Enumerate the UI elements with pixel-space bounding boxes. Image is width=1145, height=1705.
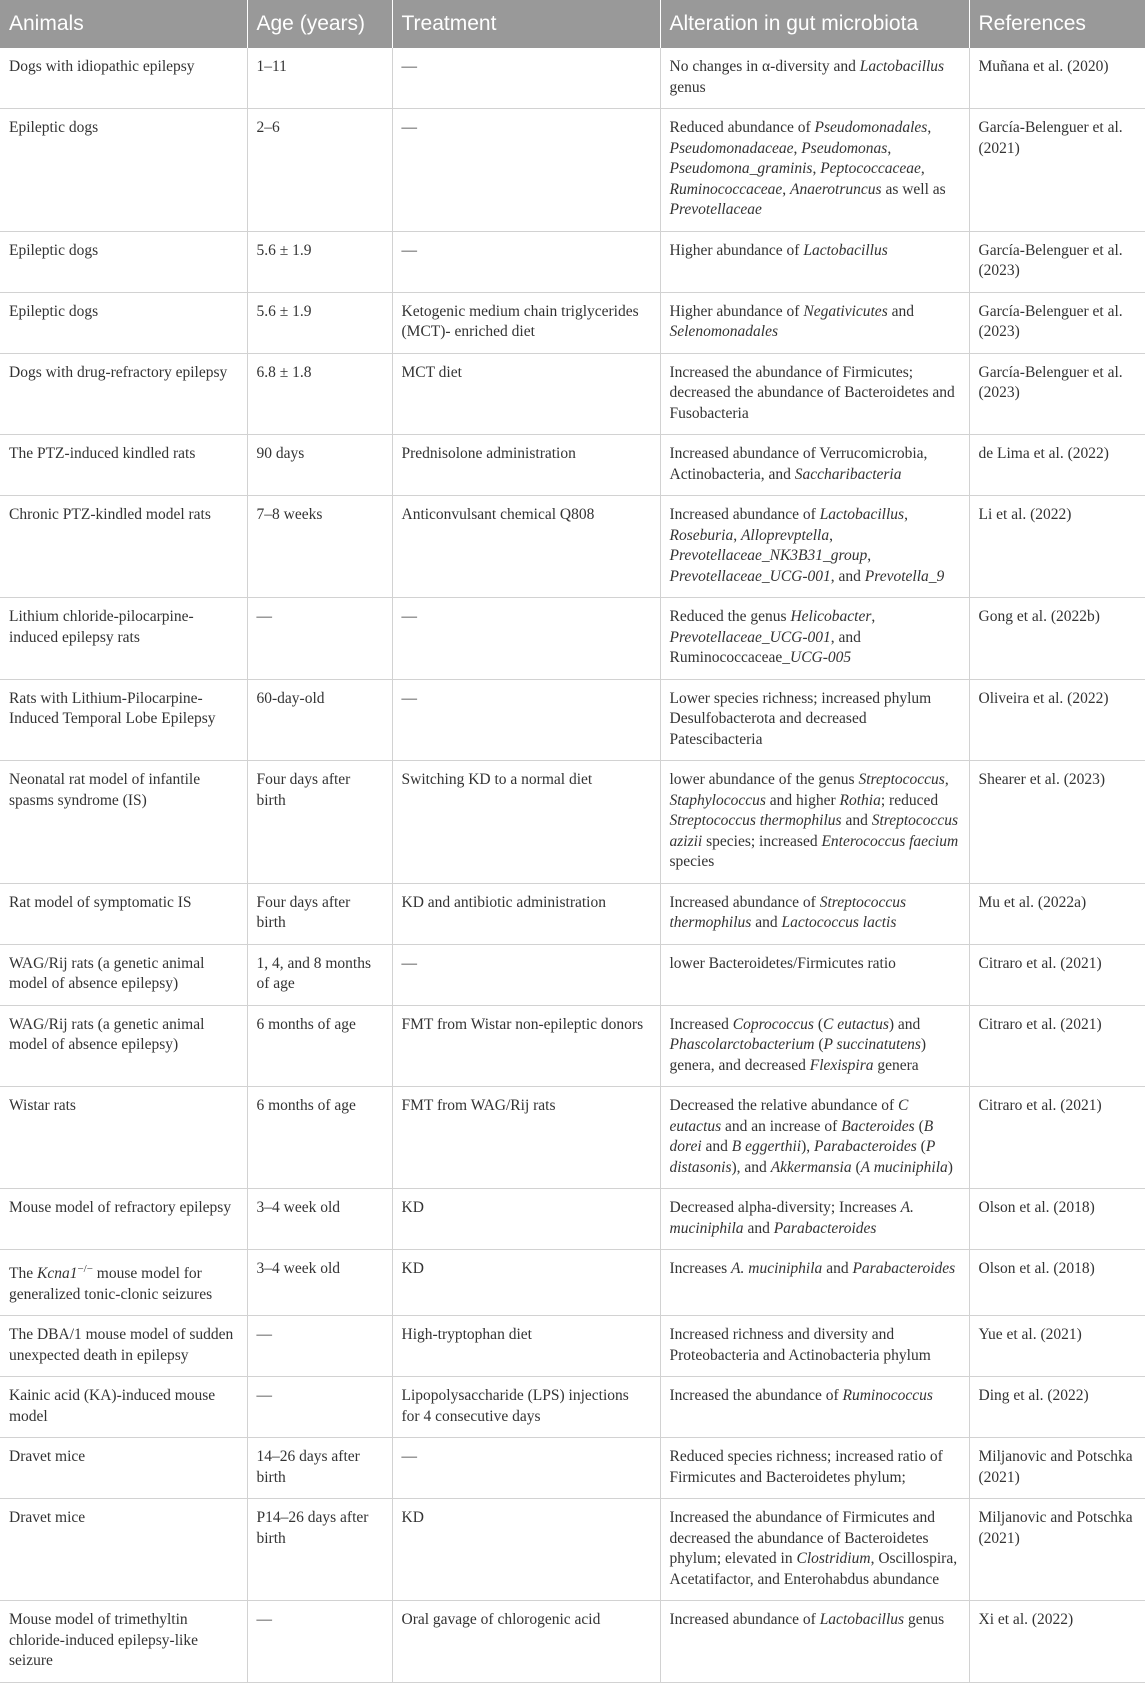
cell-reference: Gong et al. (2022b) [969,598,1145,680]
cell-animal: Rat model of symptomatic IS [0,883,247,944]
table-row [0,292,1145,353]
header-animals: Animals [0,0,247,48]
table-row [0,1250,1145,1316]
cell-alteration: Reduced species richness; increased ratio of Firmicutes and Bacteroidetes phylum; [660,1438,969,1499]
table-row [0,1087,1145,1189]
cell-treatment: Switching KD to a normal diet [392,761,660,884]
cell-treatment: KD [392,1189,660,1250]
cell-reference: Citraro et al. (2021) [969,1005,1145,1087]
table-row [0,1438,1145,1499]
cell-treatment: Lipopolysaccharide (LPS) injections for 4 consecutive days [392,1377,660,1438]
cell-reference: Miljanovic and Potschka (2021) [969,1438,1145,1499]
cell-treatment: FMT from Wistar non-epileptic donors [392,1005,660,1087]
cell-animal: Epileptic dogs [0,231,247,292]
cell-age: 14–26 days after birth [247,1438,392,1499]
cell-animal: Neonatal rat model of infantile spasms syndrome (IS) [0,761,247,884]
cell-age: 1, 4, and 8 months of age [247,944,392,1005]
cell-reference: Li et al. (2022) [969,496,1145,598]
cell-age: Four days after birth [247,761,392,884]
cell-alteration: Reduced abundance of Pseudomonadales, Pseudomonadaceae, Pseudomonas, Pseudomona_graminis, Peptococcaceae, Ruminococcaceae, Anaerotruncus as well as Prevotellaceae [660,109,969,232]
cell-treatment: KD [392,1499,660,1601]
cell-reference: Yue et al. (2021) [969,1316,1145,1377]
cell-age: — [247,598,392,680]
table-row [0,353,1145,435]
header-treatment: Treatment [392,0,660,48]
cell-treatment: — [392,679,660,761]
cell-alteration: Increases A. muciniphila and Parabacteroides [660,1250,969,1316]
cell-treatment: — [392,944,660,1005]
cell-age: 5.6 ± 1.9 [247,231,392,292]
cell-age: 2–6 [247,109,392,232]
cell-animal: Mouse model of refractory epilepsy [0,1189,247,1250]
cell-alteration: Increased Coprococcus (C eutactus) and Phascolarctobacterium (P succinatutens) genera, and decreased Flexispira genera [660,1005,969,1087]
cell-age: 60-day-old [247,679,392,761]
cell-age: 6.8 ± 1.8 [247,353,392,435]
cell-animal: Dogs with idiopathic epilepsy [0,48,247,109]
cell-age: 6 months of age [247,1005,392,1087]
cell-reference: García-Belenguer et al. (2023) [969,353,1145,435]
cell-alteration: Lower species richness; increased phylum Desulfobacterota and decreased Patescibacteria [660,679,969,761]
table-row [0,496,1145,598]
header-references: References [969,0,1145,48]
table-row [0,944,1145,1005]
cell-reference: Oliveira et al. (2022) [969,679,1145,761]
cell-animal: The PTZ-induced kindled rats [0,435,247,496]
cell-reference: García-Belenguer et al. (2021) [969,109,1145,232]
table-row [0,761,1145,884]
table-header [0,0,1145,48]
cell-reference: Citraro et al. (2021) [969,1087,1145,1189]
cell-age: — [247,1377,392,1438]
cell-reference: de Lima et al. (2022) [969,435,1145,496]
header-alteration: Alteration in gut microbiota [660,0,969,48]
table-row [0,1189,1145,1250]
table-row [0,679,1145,761]
cell-animal: Dogs with drug-refractory epilepsy [0,353,247,435]
cell-age: 90 days [247,435,392,496]
cell-alteration: Increased the abundance of Firmicutes; decreased the abundance of Bacteroidetes and Fusobacteria [660,353,969,435]
cell-treatment: KD [392,1250,660,1316]
cell-reference: Ding et al. (2022) [969,1377,1145,1438]
table-row [0,883,1145,944]
cell-alteration: Increased richness and diversity and Proteobacteria and Actinobacteria phylum [660,1316,969,1377]
table-row [0,231,1145,292]
cell-alteration: Increased abundance of Lactobacillus, Roseburia, Alloprevptella, Prevotellaceae_NK3B31_group, Prevotellaceae_UCG-001, and Prevotella_9 [660,496,969,598]
cell-treatment: MCT diet [392,353,660,435]
cell-reference: Miljanovic and Potschka (2021) [969,1499,1145,1601]
cell-treatment: KD and antibiotic administration [392,883,660,944]
header-row [0,0,1145,48]
cell-age: 5.6 ± 1.9 [247,292,392,353]
cell-animal: Chronic PTZ-kindled model rats [0,496,247,598]
cell-treatment: FMT from WAG/Rij rats [392,1087,660,1189]
cell-treatment: — [392,231,660,292]
cell-alteration: Increased the abundance of Firmicutes and decreased the abundance of Bacteroidetes phylum; elevated in Clostridium, Oscillospira, Acetatifactor, and Enterohabdus abundance [660,1499,969,1601]
cell-alteration: lower Bacteroidetes/Firmicutes ratio [660,944,969,1005]
cell-treatment: Anticonvulsant chemical Q808 [392,496,660,598]
cell-age: Four days after birth [247,883,392,944]
cell-animal: Dravet mice [0,1438,247,1499]
cell-reference: Citraro et al. (2021) [969,944,1145,1005]
cell-age: 3–4 week old [247,1250,392,1316]
cell-alteration: Higher abundance of Lactobacillus [660,231,969,292]
cell-alteration: Decreased alpha-diversity; Increases A. muciniphila and Parabacteroides [660,1189,969,1250]
cell-age: 1–11 [247,48,392,109]
cell-animal: WAG/Rij rats (a genetic animal model of absence epilepsy) [0,944,247,1005]
cell-alteration: Reduced the genus Helicobacter, Prevotellaceae_UCG-001, and Ruminococcaceae_UCG-005 [660,598,969,680]
cell-age: 6 months of age [247,1087,392,1189]
cell-animal: Rats with Lithium-Pilocarpine-Induced Temporal Lobe Epilepsy [0,679,247,761]
cell-age: P14–26 days after birth [247,1499,392,1601]
cell-treatment: — [392,48,660,109]
cell-age: — [247,1316,392,1377]
cell-treatment: — [392,109,660,232]
cell-alteration: Increased abundance of Verrucomicrobia, Actinobacteria, and Saccharibacteria [660,435,969,496]
header-age: Age (years) [247,0,392,48]
cell-treatment: Oral gavage of chlorogenic acid [392,1601,660,1683]
cell-age: — [247,1601,392,1683]
cell-animal: Wistar rats [0,1087,247,1189]
cell-animal: The DBA/1 mouse model of sudden unexpected death in epilepsy [0,1316,247,1377]
table-row [0,1601,1145,1683]
cell-treatment: Ketogenic medium chain triglycerides (MCT)- enriched diet [392,292,660,353]
table-row [0,1377,1145,1438]
cell-animal: Mouse model of trimethyltin chloride-induced epilepsy-like seizure [0,1601,247,1683]
cell-treatment: — [392,598,660,680]
cell-animal: WAG/Rij rats (a genetic animal model of absence epilepsy) [0,1005,247,1087]
table-row [0,1316,1145,1377]
table-row [0,598,1145,680]
cell-animal: Lithium chloride-pilocarpine-induced epilepsy rats [0,598,247,680]
cell-alteration: Increased abundance of Streptococcus thermophilus and Lactococcus lactis [660,883,969,944]
cell-treatment: Prednisolone administration [392,435,660,496]
cell-alteration: Increased abundance of Lactobacillus genus [660,1601,969,1683]
cell-age: 7–8 weeks [247,496,392,598]
table-row [0,435,1145,496]
table-row [0,109,1145,232]
table-row [0,1499,1145,1601]
cell-reference: García-Belenguer et al. (2023) [969,292,1145,353]
cell-animal: The Kcna1−/− mouse model for generalized tonic-clonic seizures [0,1250,247,1316]
table-row [0,1005,1145,1087]
cell-animal: Kainic acid (KA)-induced mouse model [0,1377,247,1438]
cell-animal: Epileptic dogs [0,109,247,232]
cell-age: 3–4 week old [247,1189,392,1250]
cell-alteration: Higher abundance of Negativicutes and Selenomonadales [660,292,969,353]
cell-animal: Epileptic dogs [0,292,247,353]
table-row [0,48,1145,109]
cell-alteration: No changes in α-diversity and Lactobacillus genus [660,48,969,109]
cell-treatment: — [392,1438,660,1499]
cell-alteration: Decreased the relative abundance of C eutactus and an increase of Bacteroides (B dorei and B eggerthii), Parabacteroides (P distasonis), and Akkermansia (A muciniphila) [660,1087,969,1189]
cell-treatment: High-tryptophan diet [392,1316,660,1377]
cell-reference: Olson et al. (2018) [969,1250,1145,1316]
cell-reference: Mu et al. (2022a) [969,883,1145,944]
cell-alteration: lower abundance of the genus Streptococcus, Staphylococcus and higher Rothia; reduced Streptococcus thermophilus and Streptococcus azizii species; increased Enterococcus faecium species [660,761,969,884]
cell-alteration: Increased the abundance of Ruminococcus [660,1377,969,1438]
cell-reference: Muñana et al. (2020) [969,48,1145,109]
cell-reference: García-Belenguer et al. (2023) [969,231,1145,292]
cell-reference: Xi et al. (2022) [969,1601,1145,1683]
cell-animal: Dravet mice [0,1499,247,1601]
cell-reference: Olson et al. (2018) [969,1189,1145,1250]
table-body [0,48,1145,1682]
cell-reference: Shearer et al. (2023) [969,761,1145,884]
